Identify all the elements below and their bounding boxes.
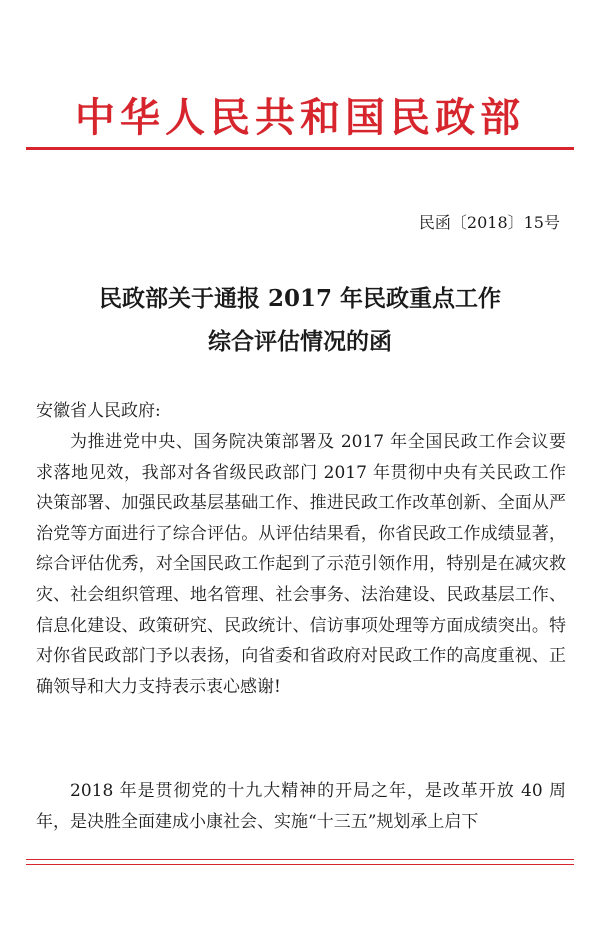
body-paragraph-1: 为推进党中央、国务院决策部署及 2017 年全国民政工作会议要求落地见效，我部对各省级民政部门 2017 年贯彻中央有关民政工作决策部署、加强民政基层基础工作、推进民政工作改革创新、全面从严治党等方面进行了综合评估。从评估结果看，你省民政工作成绩显著，综合评估优秀，对全国民政工作起到了示范引领作用，特别是在减灾救灾、社会组织管理、地名管理、社会事务、法治建设、民政基层工作、信息化建设、政策研究、民政统计、信访事项处理等方面成绩突出。特对你省民政部门予以表扬，向省委和省政府对民政工作的高度重视、正确领导和大力支持表示衷心感谢!	[36, 432, 566, 697]
document-title-line-1: 民政部关于通报 2017 年民政重点工作	[98, 285, 502, 312]
body-paragraph-2: 2018 年是贯彻党的十九大精神的开局之年，是改革开放 40 周年，是决胜全面建成小康社会、实施“十三五”规划承上启下	[36, 781, 566, 832]
masthead-red-rule	[26, 147, 574, 150]
document-number: 民函〔2018〕15号	[418, 213, 560, 232]
masthead-title: 中华人民共和国民政部	[75, 95, 525, 141]
document-title-line-2: 综合评估情况的函	[208, 328, 392, 355]
addressee: 安徽省人民政府:	[36, 401, 161, 421]
footer-red-rule-top	[26, 859, 574, 860]
footer-red-rule-bottom	[26, 864, 574, 865]
